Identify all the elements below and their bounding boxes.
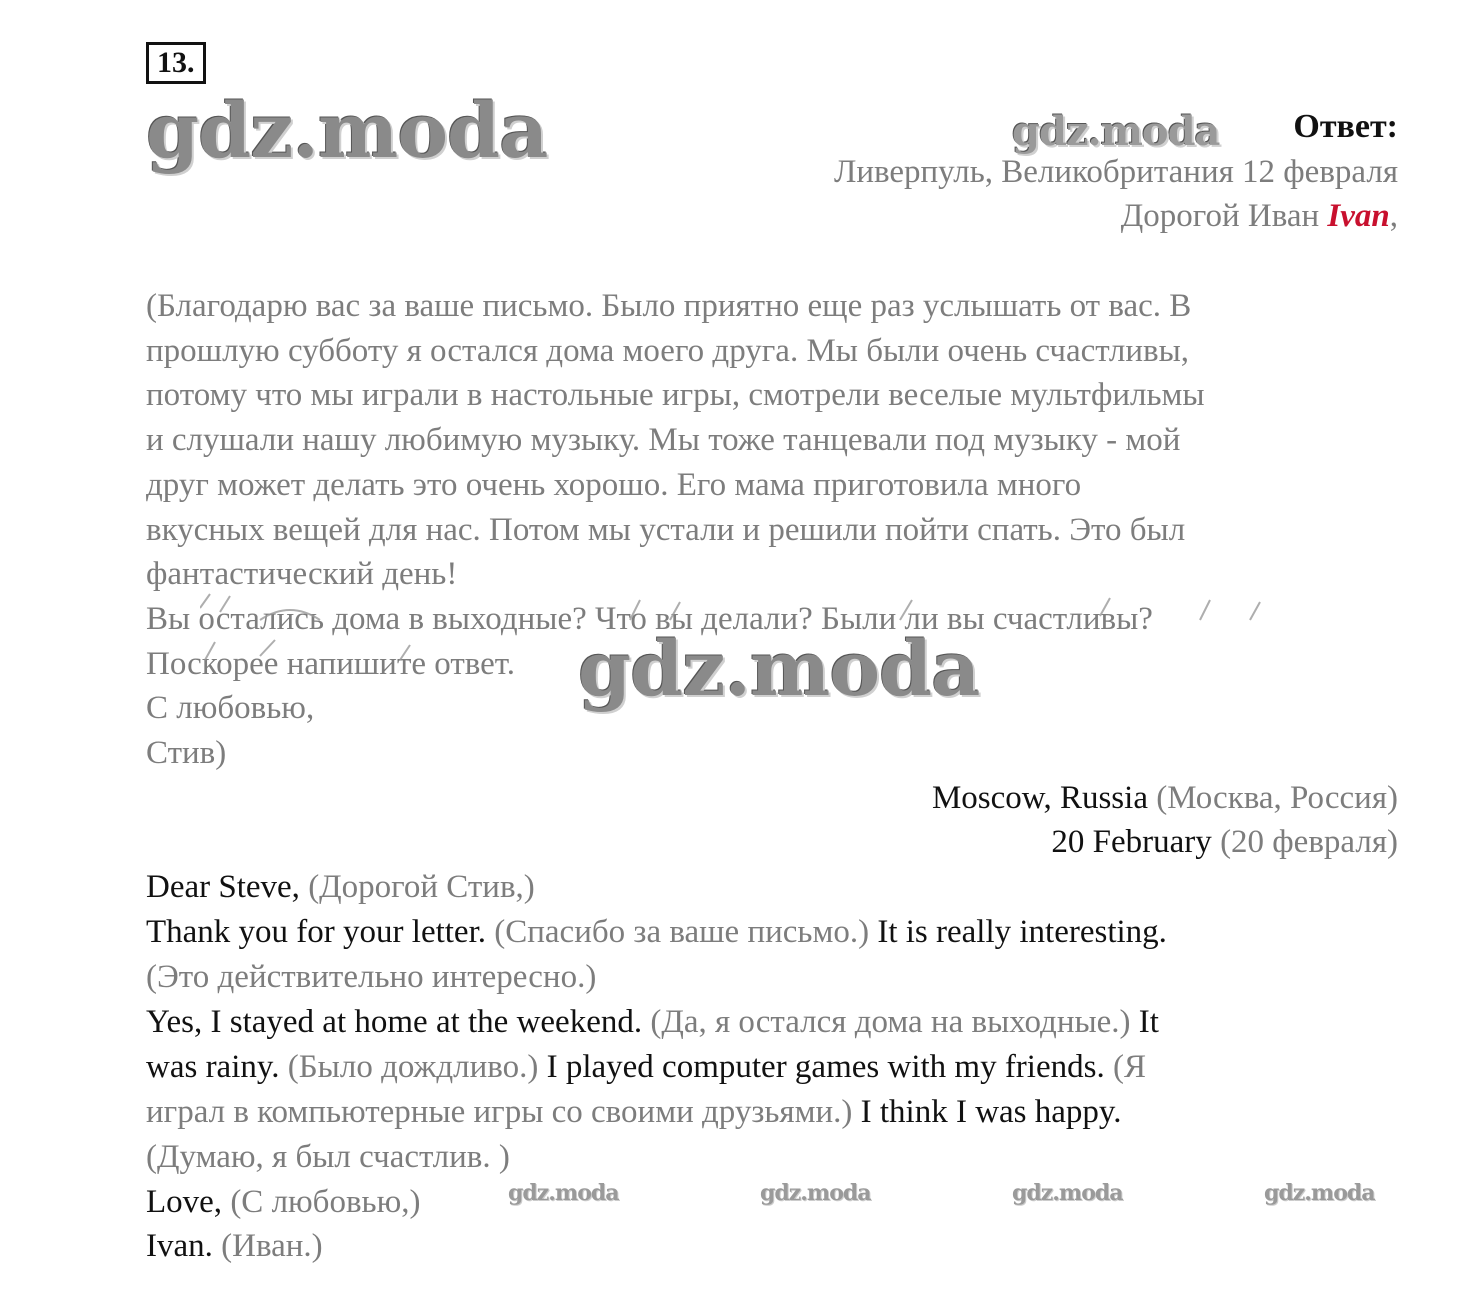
letter-line: Поскорее напишите ответ. [146,645,515,682]
answer-label: Ответ: [1293,108,1398,145]
watermark-logo: gdz.moda [1012,108,1220,155]
letter-line: Вы остались дома в выходные? Что вы делали? Были ли вы счастливы? [146,600,1153,637]
letter-line: Стив) [146,735,227,772]
reply-closing: Love, (С любовью,) [146,1184,421,1220]
letter-line: фантастический день! [146,556,458,593]
reply-greeting: Dear Steve, (Дорогой Стив,) [146,869,535,905]
task-number: 13. [146,42,206,84]
reply-line: (Это действительно интересно.) [146,959,597,995]
watermark-logo: gdz.moda [146,86,548,175]
letter-line: вкусных вещей для нас. Потом мы устали и решили пойти спать. Это был [146,511,1186,548]
watermark-logo: gdz.moda [1264,1180,1375,1206]
reply-date: 20 February (20 февраля) [1051,824,1398,860]
reply-line: Yes, I stayed at home at the weekend. (Да, я остался дома на выходные.) It [146,1004,1159,1040]
letter-line: и слушали нашу любимую музыку. Мы тоже танцевали под музыку - мой [146,422,1181,459]
letter-line: прошлую субботу я остался дома моего друга. Мы были очень счастливы, [146,332,1190,369]
reply-line: играл в компьютерные игры со своими друзьями.) I think I was happy. [146,1094,1122,1130]
watermark-logo: gdz.moda [508,1180,619,1206]
watermark-logo: gdz.moda [578,624,980,713]
watermark-logo: gdz.moda [1012,1180,1123,1206]
reply-line: was rainy. (Было дождливо.) I played computer games with my friends. (Я [146,1049,1146,1085]
letter-line: С любовью, [146,690,315,727]
letter-place-date: Ливерпуль, Великобритания 12 февраля [833,154,1398,190]
reply-place: Moscow, Russia (Москва, Россия) [931,780,1398,816]
letter-line: друг может делать это очень хорошо. Его мама приготовила много [146,466,1082,503]
letter-line: потому что мы играли в настольные игры, смотрели веселые мультфильмы [146,377,1205,414]
reply-line: Thank you for your letter. (Спасибо за ваше письмо.) It is really interesting. [146,914,1167,950]
reply-signature: Ivan. (Иван.) [146,1228,323,1264]
greeting-name-en: Ivan [1327,198,1390,234]
letter-greeting: Дорогой Иван Ivan, [1120,198,1398,234]
watermark-logo: gdz.moda [760,1180,871,1206]
letter-line: (Благодарю вас за ваше письмо. Было приятно еще раз услышать от вас. В [146,288,1192,324]
reply-line: (Думаю, я был счастлив. ) [146,1139,510,1175]
